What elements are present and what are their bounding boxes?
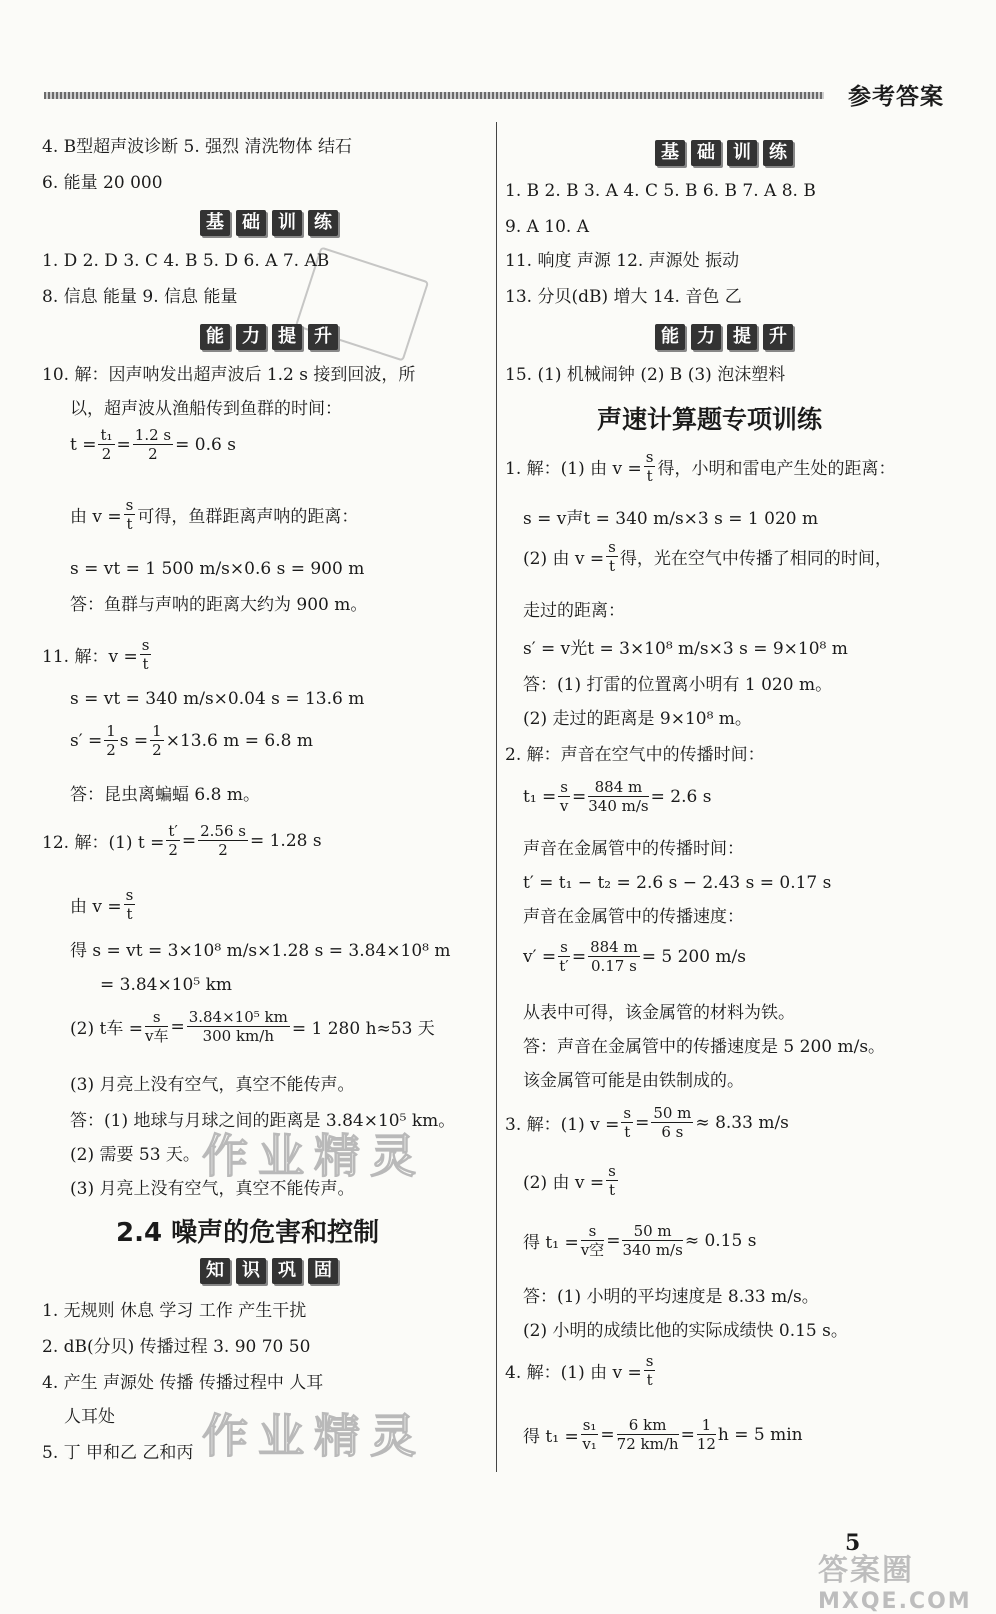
- fraction: $\frac{1}{2}$: [152, 722, 162, 759]
- header-title: 参考答案: [848, 84, 944, 110]
- fraction: $\frac{s}{t}$: [125, 886, 134, 923]
- fraction: $\frac{50 m}{340 m/s}$: [622, 1222, 683, 1259]
- answer-line: 11. 响度 声源 12. 声源处 振动: [505, 251, 740, 271]
- answer-line: 声音在金属管中的传播速度：: [523, 907, 744, 927]
- banner-char: 能: [655, 324, 685, 350]
- watermark: 作业精灵: [202, 1409, 426, 1463]
- answer-line: 答：(1) 地球与月球之间的距离是 3.84×10⁵ km。: [70, 1111, 456, 1131]
- fraction: $\frac{s}{t}$: [645, 448, 654, 485]
- answer-line: 8. 信息 能量 9. 信息 能量: [42, 287, 238, 307]
- formula-line: (2) t车 = $\frac{s}{\text{v车}}$ = $\frac{\text{3.84×10⁵ km}}{300 km/h}$ = 1 280 h≈53 天: [70, 1008, 435, 1045]
- answer-line: 声音在金属管中的传播时间：: [523, 839, 744, 859]
- banner-ability: [655, 324, 793, 350]
- fraction: $\frac{1.2 s}{2}$: [134, 426, 172, 463]
- answer-line: 2. 解：声音在空气中的传播时间：: [505, 745, 765, 765]
- answer-line: 5. 丁 甲和乙 乙和丙: [42, 1443, 194, 1463]
- fraction: $\frac{1}{2}$: [106, 722, 116, 759]
- answer-line: 答：昆虫离蝙蝠 6.8 m。: [70, 785, 260, 805]
- section-title: 2.4 噪声的危害和控制: [116, 1218, 380, 1248]
- fraction: $\frac{50 m}{6 s}$: [653, 1104, 692, 1141]
- fraction: $\frac{s}{t}$: [141, 636, 150, 673]
- answer-line: 2. dB(分贝) 传播过程 3. 90 70 50: [42, 1337, 311, 1357]
- fraction: $\frac{s}{t'}$: [559, 938, 569, 975]
- column-divider: [496, 122, 497, 1472]
- formula-line: 由 v = $\frac{s}{t}$: [70, 886, 134, 923]
- answer-line: 该金属管可能是由铁制成的。: [523, 1071, 744, 1091]
- answer-line: s = vt = 1 500 m/s×0.6 s = 900 m: [70, 559, 365, 579]
- answer-line: 人耳处: [64, 1407, 115, 1427]
- banner-char: 基: [655, 140, 685, 166]
- banner-char: 升: [763, 324, 793, 350]
- fraction: $\frac{\text{s₁}}{\text{v₁}}$: [582, 1416, 597, 1453]
- fraction: $\frac{s}{\text{v空}}$: [580, 1222, 605, 1259]
- banner-char: 力: [236, 324, 266, 350]
- formula-line: t₁ = $\frac{s}{v}$ = $\frac{884 m}{340 m/s}$ = 2.6 s: [523, 778, 712, 815]
- watermark: 作业精灵: [202, 1129, 426, 1183]
- fraction: $\frac{\text{t₁}}{2}$: [100, 426, 113, 463]
- fraction: $\frac{2.56 s}{2}$: [200, 822, 246, 859]
- logo-url: MXQE.COM: [818, 1589, 972, 1614]
- formula-line: 1. 解：(1) 由 v = $\frac{s}{t}$ 得，小明和雷电产生处的距离：: [505, 448, 896, 485]
- answer-line: s = v声t = 340 m/s×3 s = 1 020 m: [523, 509, 819, 529]
- banner-char: 练: [308, 210, 338, 236]
- formula-line: v′ = $\frac{s}{t'}$ = $\frac{884 m}{0.17 s}$ = 5 200 m/s: [523, 938, 746, 975]
- banner-basic-training: [200, 210, 338, 236]
- fraction: $\frac{s}{t}$: [608, 1162, 616, 1199]
- fraction: $\frac{s}{t}$: [623, 1104, 632, 1141]
- banner-char: 力: [691, 324, 721, 350]
- answer-line: 1. B 2. B 3. A 4. C 5. B 6. B 7. A 8. B: [505, 181, 816, 201]
- fraction: $\frac{1}{12}$: [696, 1416, 716, 1453]
- formula-line: 3. 解：(1) v = $\frac{s}{t}$ = $\frac{50 m}{6 s}$ ≈ 8.33 m/s: [505, 1104, 789, 1141]
- answer-line: 从表中可得，该金属管的材料为铁。: [523, 1003, 795, 1023]
- fraction: $\frac{s}{\text{v车}}$: [144, 1008, 169, 1045]
- banner-char: 升: [308, 324, 338, 350]
- banner-char: 识: [236, 1258, 266, 1284]
- answer-line: t′ = t₁ − t₂ = 2.6 s − 2.43 s = 0.17 s: [523, 873, 832, 893]
- answer-line: 答：(1) 小明的平均速度是 8.33 m/s。: [523, 1287, 819, 1307]
- answer-line: 答：声音在金属管中的传播速度是 5 200 m/s。: [523, 1037, 886, 1057]
- formula-line: 11. 解：v = $\frac{s}{t}$: [42, 636, 150, 673]
- banner-char: 知: [200, 1258, 230, 1284]
- fraction: $\frac{6 km}{72 km/h}$: [616, 1416, 679, 1453]
- fraction: $\frac{884 m}{0.17 s}$: [590, 938, 638, 975]
- answer-line: 6. 能量 20 000: [42, 173, 163, 193]
- header-rule: [44, 92, 824, 99]
- banner-char: 提: [272, 324, 302, 350]
- section-title: 声速计算题专项训练: [597, 405, 823, 434]
- answer-line: 13. 分贝(dB) 增大 14. 音色 乙: [505, 287, 742, 307]
- answer-line: 1. 无规则 休息 学习 工作 产生干扰: [42, 1301, 307, 1321]
- formula-text: t =: [70, 434, 97, 455]
- answer-line: (3) 月亮上没有空气，真空不能传声。: [70, 1075, 355, 1095]
- answer-line: (2) 需要 53 天。: [70, 1145, 200, 1165]
- formula-line: (2) 由 v = $\frac{s}{t}$ 得，光在空气中传播了相同的时间，: [523, 538, 892, 575]
- fraction: $\frac{s}{t}$: [125, 496, 134, 533]
- formula-line: 由 v = $\frac{s}{t}$ 可得，鱼群距离声呐的距离：: [70, 496, 359, 533]
- formula-line: 4. 解：(1) 由 v = $\frac{s}{t}$: [505, 1352, 654, 1389]
- answer-line: 答：鱼群与声呐的距离大约为 900 m。: [70, 595, 368, 615]
- banner-char: 固: [308, 1258, 338, 1284]
- formula-line: 得 t₁ = $\frac{s}{\text{v空}}$ = $\frac{50 m}{340 m/s}$ ≈ 0.15 s: [523, 1222, 757, 1259]
- answer-line: 1. D 2. D 3. C 4. B 5. D 6. A 7. AB: [42, 251, 330, 271]
- formula-line: (2) 由 v = $\frac{s}{t}$: [523, 1162, 616, 1199]
- answer-line: (2) 小明的成绩比他的实际成绩快 0.15 s。: [523, 1321, 848, 1341]
- fraction: $\frac{s}{t}$: [608, 538, 616, 575]
- answer-line: 以，超声波从渔船传到鱼群的时间：: [70, 399, 342, 419]
- answer-line: = 3.84×10⁵ km: [100, 975, 233, 995]
- fraction: $\frac{t'}{2}$: [168, 822, 178, 859]
- banner-char: 练: [763, 140, 793, 166]
- banner-char: 础: [236, 210, 266, 236]
- logo-text: 答案圈: [818, 1553, 914, 1588]
- banner-char: 能: [200, 324, 230, 350]
- banner-ability: [200, 324, 338, 350]
- answer-line: 答：(1) 打雷的位置离小明有 1 020 m。: [523, 675, 833, 695]
- fraction: $\frac{\text{3.84×10⁵ km}}{300 km/h}$: [188, 1008, 288, 1045]
- formula-line: t = $\frac{\text{t₁}}{2}$ = $\frac{1.2 s}{2}$ = 0.6 s: [70, 426, 236, 463]
- formula-line: s′ = $\frac{1}{2}$ s = $\frac{1}{2}$ ×13.6 m = 6.8 m: [70, 722, 313, 759]
- fraction: $\frac{s}{v}$: [559, 778, 569, 815]
- banner-char: 巩: [272, 1258, 302, 1284]
- answer-line: s′ = v光t = 3×10⁸ m/s×3 s = 9×10⁸ m: [523, 639, 848, 659]
- banner-char: 提: [727, 324, 757, 350]
- banner-char: 训: [272, 210, 302, 236]
- site-logo: [818, 1545, 972, 1614]
- formula-text: = 0.6 s: [175, 434, 236, 455]
- answer-line: 15. (1) 机械闹钟 (2) B (3) 泡沫塑料: [505, 365, 786, 385]
- fraction: $\frac{884 m}{340 m/s}$: [588, 778, 649, 815]
- answer-line: 4. B型超声波诊断 5. 强烈 清洗物体 结石: [42, 137, 352, 157]
- banner-char: 基: [200, 210, 230, 236]
- page-number: 5: [845, 1530, 861, 1556]
- fraction: $\frac{s}{t}$: [645, 1352, 654, 1389]
- banner-knowledge: [200, 1258, 338, 1284]
- formula-line: 12. 解：(1) t = $\frac{t'}{2}$ = $\frac{2.56 s}{2}$ = 1.28 s: [42, 822, 322, 859]
- answer-line: s = vt = 340 m/s×0.04 s = 13.6 m: [70, 689, 365, 709]
- answer-line: 4. 产生 声源处 传播 传播过程中 人耳: [42, 1373, 324, 1393]
- banner-basic-training: [655, 140, 793, 166]
- answer-line: (3) 月亮上没有空气，真空不能传声。: [70, 1179, 355, 1199]
- answer-line: 9. A 10. A: [505, 217, 590, 237]
- banner-char: 础: [691, 140, 721, 166]
- answer-line: (2) 走过的距离是 9×10⁸ m。: [523, 709, 752, 729]
- answer-line: 得 s = vt = 3×10⁸ m/s×1.28 s = 3.84×10⁸ m: [70, 941, 451, 961]
- formula-line: 得 t₁ = $\frac{\text{s₁}}{\text{v₁}}$ = $\frac{6 km}{72 km/h}$ = $\frac{1}{12}$ h = 5 min: [523, 1416, 803, 1453]
- answer-line: 走过的距离：: [523, 601, 625, 621]
- banner-char: 训: [727, 140, 757, 166]
- answer-line: 10. 解：因声呐发出超声波后 1.2 s 接到回波，所: [42, 365, 416, 385]
